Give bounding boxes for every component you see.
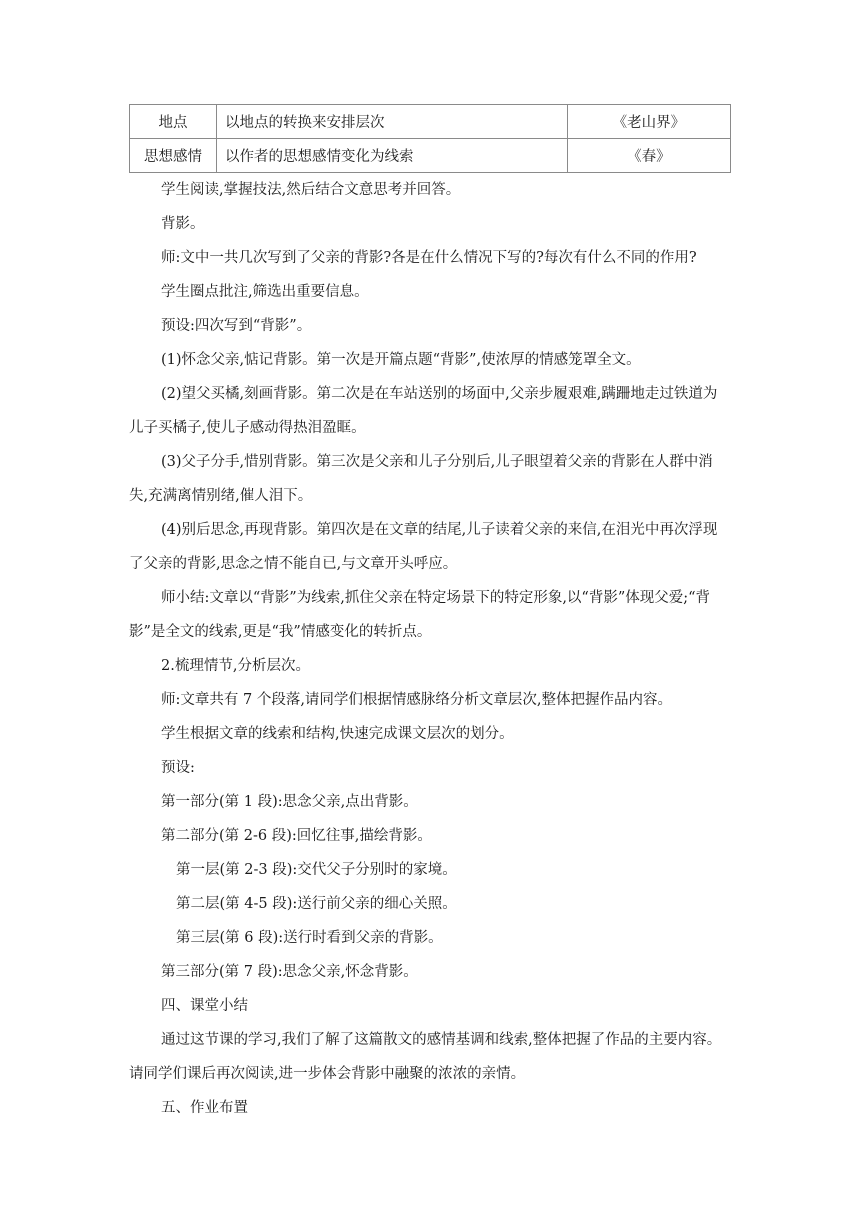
table-cell-description: 以作者的思想感情变化为线索 <box>216 139 567 173</box>
clue-type-table <box>129 104 731 173</box>
text-line: (1)怀念父亲,惦记背影。第一次是开篇点题“背影”,使浓厚的情感笼罩全文。 <box>161 352 641 368</box>
text-line: 儿子买橘子,使儿子感动得热泪盈眶。 <box>129 420 366 436</box>
text-line: (2)望父买橘,刻画背影。第二次是在车站送别的场面中,父亲步履艰难,蹒跚地走过铁道为 <box>161 386 718 402</box>
text-line: 学生圈点批注,筛选出重要信息。 <box>161 284 369 300</box>
text-line: 第三部分(第 7 段):思念父亲,怀念背影。 <box>161 964 418 980</box>
table-cell-type: 思想感情 <box>130 139 217 173</box>
text-line: 学生阅读,掌握技法,然后结合文意思考并回答。 <box>161 182 461 198</box>
table-row <box>130 139 731 173</box>
text-line: 师:文章共有 7 个段落,请同学们根据情感脉络分析文章层次,整体把握作品内容。 <box>161 692 673 708</box>
table-cell-type: 地点 <box>130 105 217 139</box>
text-line: 失,充满离情别绪,催人泪下。 <box>129 488 313 504</box>
text-line: 师小结:文章以“背影”为线索,抓住父亲在特定场景下的特定形象,以“背影”体现父爱;“背 <box>161 590 711 606</box>
text-line: 第三层(第 6 段):送行时看到父亲的背影。 <box>176 930 443 946</box>
text-line: 第一部分(第 1 段):思念父亲,点出背影。 <box>161 794 418 810</box>
text-line: 第一层(第 2-3 段):交代父子分别时的家境。 <box>176 862 457 878</box>
section-heading: 2.梳理情节,分析层次。 <box>161 658 310 674</box>
text-line: 影”是全文的线索,更是“我”情感变化的转折点。 <box>129 624 432 640</box>
section-heading: 四、课堂小结 <box>161 998 248 1014</box>
text-line: 师:文中一共几次写到了父亲的背影?各是在什么情况下写的?每次有什么不同的作用? <box>161 250 697 266</box>
text-line: 了父亲的背影,思念之情不能自已,与文章开头呼应。 <box>129 556 458 572</box>
table-cell-example: 《老山界》 <box>567 105 730 139</box>
text-line: 第二部分(第 2-6 段):回忆往事,描绘背影。 <box>161 828 432 844</box>
text-line: 学生根据文章的线索和结构,快速完成课文层次的划分。 <box>161 726 514 742</box>
section-heading: 五、作业布置 <box>161 1100 248 1116</box>
text-line: 通过这节课的学习,我们了解了这篇散文的感情基调和线索,整体把握了作品的主要内容。 <box>161 1032 722 1048</box>
table-row <box>130 105 731 139</box>
text-line: 背影。 <box>161 216 205 232</box>
text-line: 请同学们课后再次阅读,进一步体会背影中融聚的浓浓的亲情。 <box>129 1066 526 1082</box>
text-line: 第二层(第 4-5 段):送行前父亲的细心关照。 <box>176 896 457 912</box>
table-cell-description: 以地点的转换来安排层次 <box>216 105 567 139</box>
text-line: (3)父子分手,惜别背影。第三次是父亲和儿子分别后,儿子眼望着父亲的背影在人群中消 <box>161 454 713 470</box>
text-line: 预设:四次写到“背影”。 <box>161 318 312 334</box>
table-cell-example: 《春》 <box>567 139 730 173</box>
text-line: (4)别后思念,再现背影。第四次是在文章的结尾,儿子读着父亲的来信,在泪光中再次浮现 <box>161 522 718 538</box>
text-line: 预设: <box>161 760 195 776</box>
